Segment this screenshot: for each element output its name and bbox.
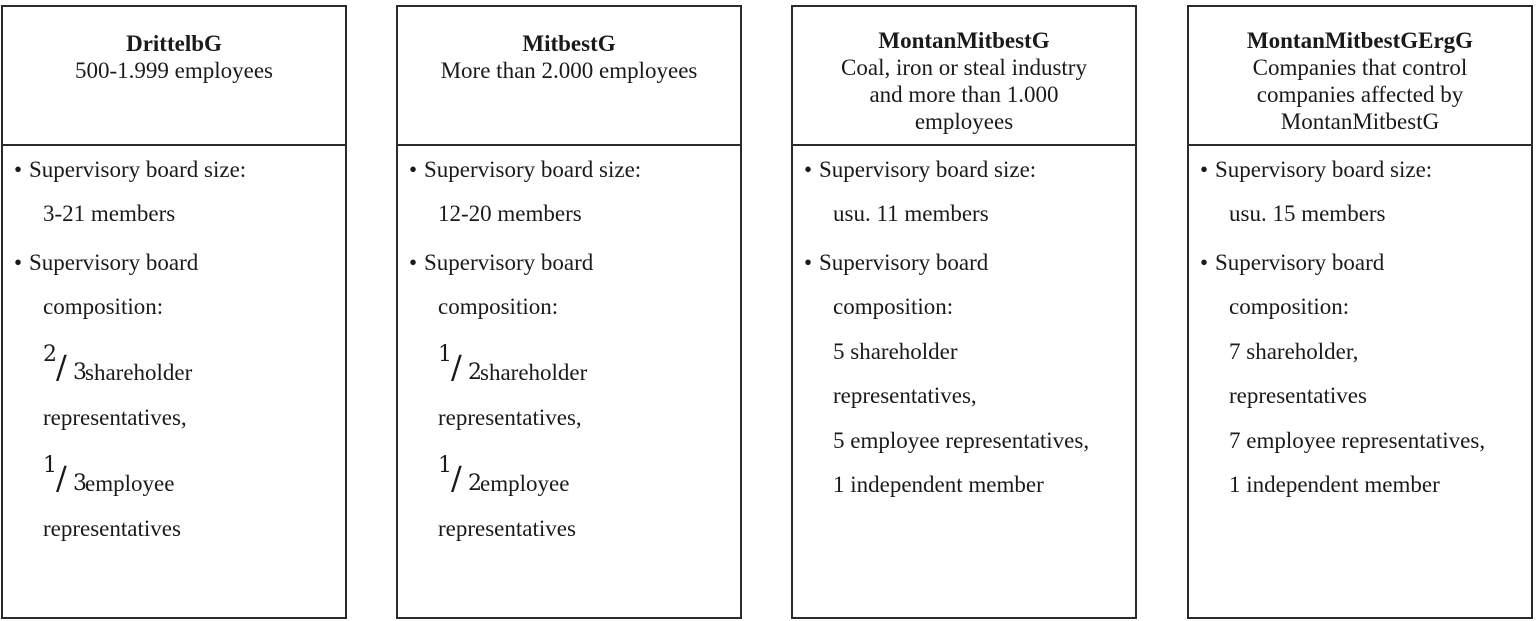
size-bullet: • Supervisory board size: (1200, 157, 1433, 182)
composition-bullet: • Supervisory board (1200, 250, 1385, 275)
composition-line: 1 independent member (833, 472, 1044, 497)
box-description-line-3: employees (914, 109, 1014, 134)
fraction: 2 / 3 (43, 342, 87, 386)
box-title: MontanMitbestG (878, 28, 1050, 53)
composition-line: 5 employee representatives, (833, 428, 1090, 453)
composition-label: composition: (43, 294, 164, 319)
composition-line: 7 shareholder, (1229, 339, 1359, 364)
composition-line: representatives (1229, 383, 1367, 408)
box-description-line-2: and more than 1.000 (869, 82, 1059, 107)
size-value: 3-21 members (43, 201, 176, 226)
composition-line: representatives, (833, 383, 977, 408)
shareholder-label: representatives, (43, 405, 187, 430)
composition-label: composition: (833, 294, 954, 319)
shareholder-label: representatives, (438, 405, 582, 430)
composition-line: 1 independent member (1229, 472, 1440, 497)
box-montanmitbestgergg (1187, 5, 1533, 619)
box-title: DrittelbG (126, 31, 222, 56)
composition-line: 7 employee representatives, (1229, 428, 1486, 453)
size-bullet: • Supervisory board size: (409, 157, 642, 182)
box-title: MitbestG (522, 31, 616, 56)
box-header (1189, 7, 1531, 146)
box-description: More than 2.000 employees (440, 58, 698, 83)
box-drittelbg (1, 5, 347, 619)
box-description-line-2: companies affected by (1256, 82, 1464, 107)
shareholder-fraction: 2 / 3 shareholder (43, 350, 192, 390)
box-description-line-1: Coal, iron or steal industry (841, 55, 1087, 80)
composition-bullet: • Supervisory board (804, 250, 989, 275)
employee-label: representatives (438, 516, 576, 541)
box-header (398, 7, 740, 146)
box-montanmitbestg (791, 5, 1137, 619)
box-mitbestg (396, 5, 742, 619)
box-header (3, 7, 345, 146)
size-bullet: • Supervisory board size: (14, 157, 247, 182)
box-description: 500-1.999 employees (74, 58, 273, 83)
size-value: usu. 15 members (1229, 201, 1386, 226)
size-value: 12-20 members (438, 201, 582, 226)
box-description-line-1: Companies that control (1252, 55, 1468, 80)
fraction: 1 / 2 (438, 453, 482, 497)
composition-line: 5 shareholder (833, 339, 958, 364)
composition-label: composition: (438, 294, 559, 319)
fraction: 1 / 2 (438, 342, 482, 386)
employee-fraction: 1 / 3 employee (43, 461, 174, 501)
composition-bullet: • Supervisory board (14, 250, 199, 275)
employee-label: representatives (43, 516, 181, 541)
box-header (793, 7, 1135, 146)
box-description-line-3: MontanMitbestG (1280, 109, 1440, 134)
size-value: usu. 11 members (833, 201, 989, 226)
box-title: MontanMitbestGErgG (1246, 28, 1474, 53)
composition-label: composition: (1229, 294, 1350, 319)
fraction: 1 / 3 (43, 453, 87, 497)
employee-fraction: 1 / 2 employee (438, 461, 569, 501)
size-bullet: • Supervisory board size: (804, 157, 1037, 182)
composition-bullet: • Supervisory board (409, 250, 594, 275)
shareholder-fraction: 1 / 2 shareholder (438, 350, 587, 390)
